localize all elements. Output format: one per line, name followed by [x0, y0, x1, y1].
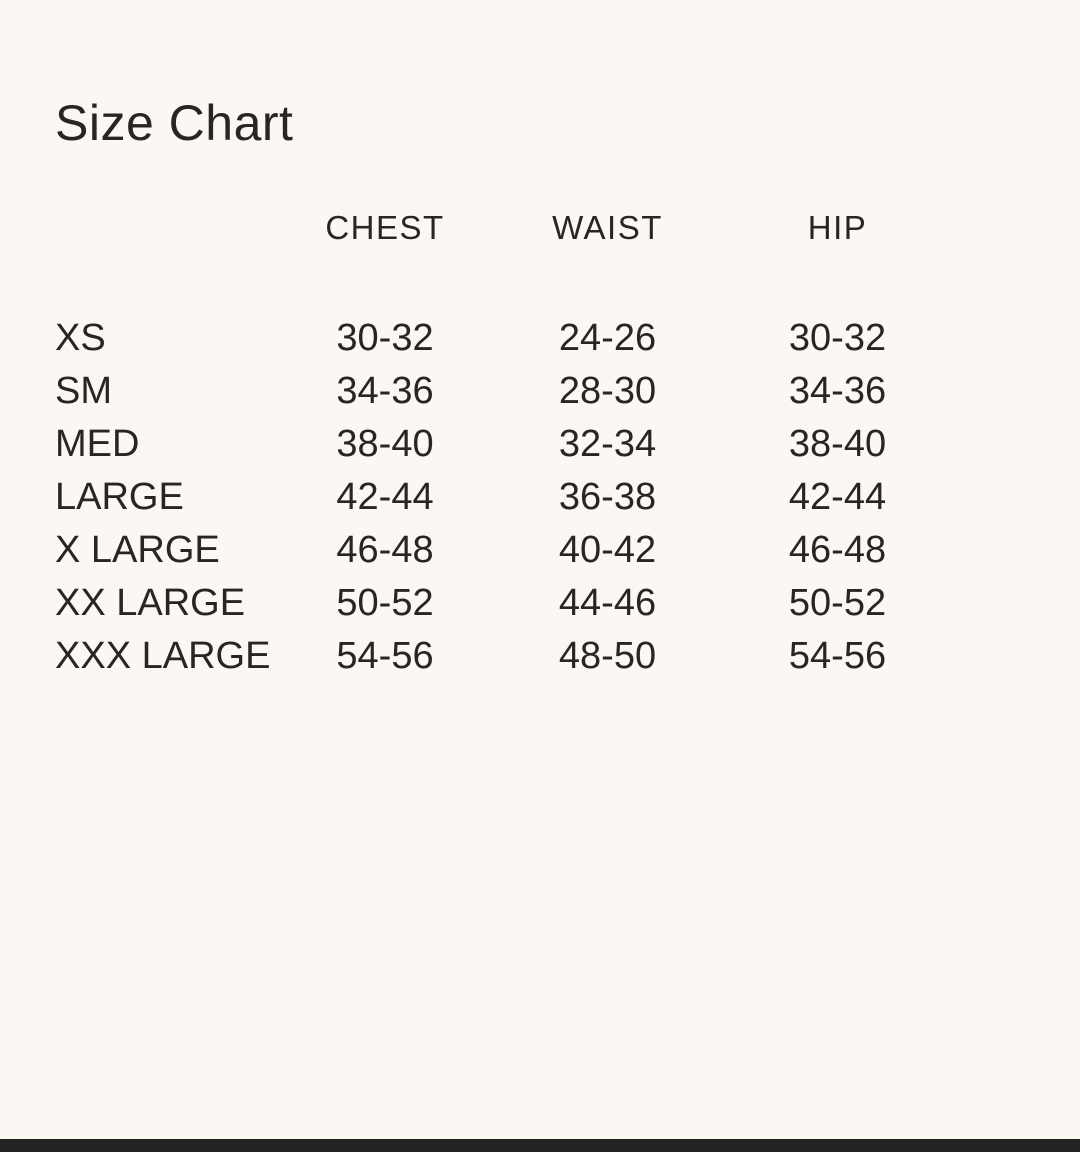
size-label: X LARGE: [55, 529, 220, 571]
waist-value: 40-42: [558, 529, 657, 571]
waist-value: 44-46: [558, 582, 657, 624]
size-chart-table: [55, 210, 1080, 683]
waist-value: 32-34: [558, 423, 657, 465]
size-label: XX LARGE: [55, 582, 246, 624]
column-header-waist: WAIST: [552, 209, 663, 246]
column-header-hip: HIP: [807, 209, 868, 246]
chest-value: 46-48: [336, 529, 434, 571]
hip-value: 46-48: [788, 529, 887, 571]
column-header-chest: CHEST: [325, 209, 445, 246]
header-spacer: [55, 210, 285, 312]
chest-value: 34-36: [336, 370, 434, 412]
waist-value: 24-26: [558, 317, 657, 359]
waist-value: 48-50: [558, 635, 657, 677]
hip-value: 50-52: [788, 582, 887, 624]
waist-value: 36-38: [558, 476, 657, 518]
chest-value: 38-40: [336, 423, 434, 465]
size-label: MED: [55, 423, 140, 465]
chest-value: 50-52: [336, 582, 434, 624]
hip-value: 38-40: [788, 423, 887, 465]
waist-value: 28-30: [558, 370, 657, 412]
bottom-bar: [0, 1139, 1080, 1152]
size-label: XS: [55, 317, 106, 359]
hip-value: 30-32: [788, 317, 887, 359]
hip-value: 42-44: [788, 476, 887, 518]
size-label: XXX LARGE: [55, 635, 271, 677]
chest-value: 54-56: [336, 635, 434, 677]
hip-value: 54-56: [788, 635, 887, 677]
chest-value: 42-44: [336, 476, 434, 518]
size-label: SM: [55, 370, 112, 412]
chest-value: 30-32: [336, 317, 434, 359]
size-label: LARGE: [55, 476, 184, 518]
hip-value: 34-36: [788, 370, 887, 412]
page-title: Size Chart: [55, 95, 294, 151]
